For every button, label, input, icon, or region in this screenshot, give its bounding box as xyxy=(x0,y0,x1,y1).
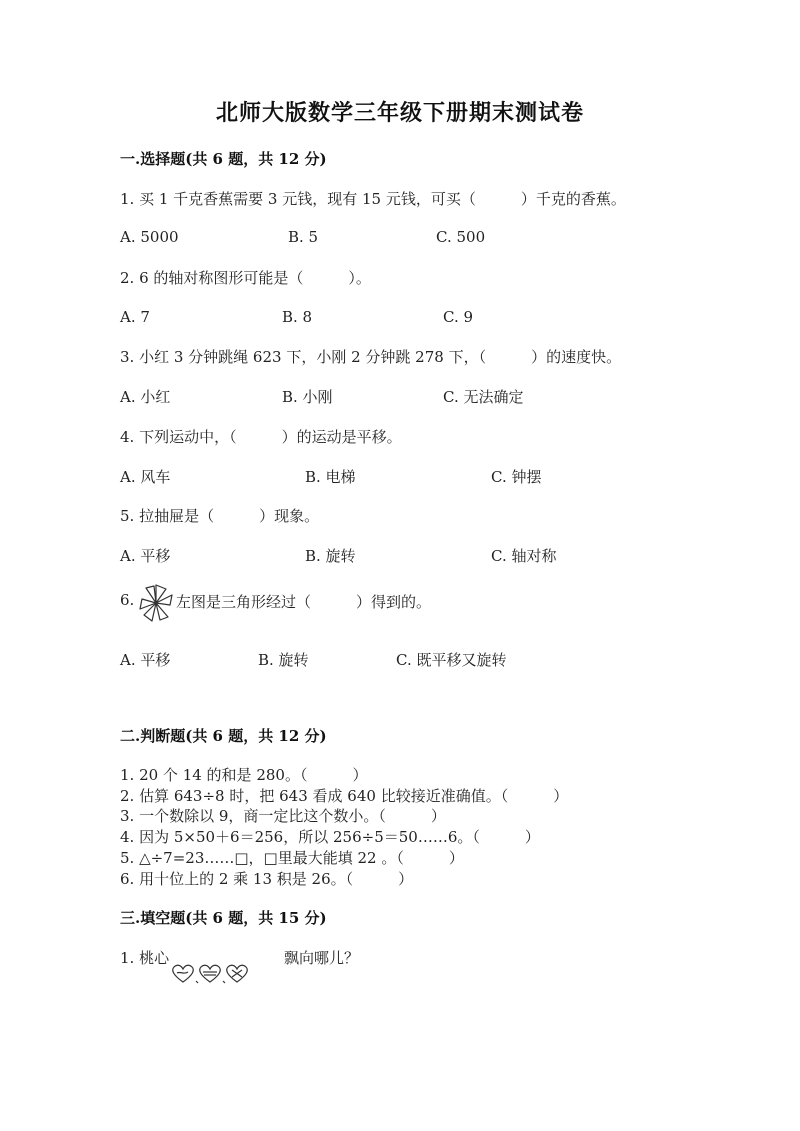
judgement-item: 3. 一个数除以 9，商一定比这个数小。（ ） xyxy=(120,807,446,825)
section-header-judgement: 二.判断题(共 6 题，共 12 分) xyxy=(120,727,327,745)
judgement-item: 1. 20 个 14 的和是 280。（ ） xyxy=(120,766,368,784)
fill-question-prefix: 1. 桃心 xyxy=(120,949,170,967)
option-b: B. 旋转 xyxy=(258,651,309,669)
question-stem: 3. 小红 3 分钟跳绳 623 下，小刚 2 分钟跳 278 下，（ ）的速度快。 xyxy=(120,348,622,366)
judgement-item: 4. 因为 5×50＋6＝256，所以 256÷5＝50……6。（ ） xyxy=(120,828,540,846)
option-b: B. 8 xyxy=(282,308,313,326)
option-a: A. 5000 xyxy=(120,228,179,246)
pinwheel-triangle-figure xyxy=(138,583,174,623)
option-c: C. 9 xyxy=(443,308,474,326)
option-a: A. 平移 xyxy=(120,651,171,669)
section-header-choice: 一.选择题(共 6 题，共 12 分) xyxy=(120,150,327,168)
option-a: A. 风车 xyxy=(120,468,171,486)
option-c: C. 轴对称 xyxy=(491,547,557,565)
page-title: 北师大版数学三年级下册期末测试卷 xyxy=(215,100,584,126)
question-stem: 5. 拉抽屉是（ ）现象。 xyxy=(120,507,320,525)
judgement-item: 6. 用十位上的 2 乘 13 积是 26。（ ） xyxy=(120,870,414,888)
judgement-item: 2. 估算 643÷8 时，把 643 看成 640 比较接近准确值。（ ） xyxy=(120,787,569,805)
question-stem: 1. 买 1 千克香蕉需要 3 元钱，现有 15 元钱，可买（ ）千克的香蕉。 xyxy=(120,190,626,208)
option-b: B. 小刚 xyxy=(282,388,333,406)
option-c: C. 500 xyxy=(436,228,486,246)
question-stem: 左图是三角形经过（ ）得到的。 xyxy=(176,593,432,611)
option-b: B. 5 xyxy=(288,228,319,246)
question-number: 6. xyxy=(120,591,135,609)
fill-question-suffix: 飘向哪儿？ xyxy=(284,949,360,967)
section-header-fill-in: 三.填空题(共 6 题，共 15 分) xyxy=(120,909,327,927)
option-b: B. 旋转 xyxy=(305,547,356,565)
option-c: C. 既平移又旋转 xyxy=(396,651,507,669)
option-c: C. 无法确定 xyxy=(443,388,524,406)
judgement-item: 5. △÷7=23……□，□里最大能填 22 。（ ） xyxy=(120,849,464,867)
option-a: A. 7 xyxy=(120,308,150,326)
option-c: C. 钟摆 xyxy=(491,468,542,486)
option-a: A. 平移 xyxy=(120,547,171,565)
question-stem: 4. 下列运动中，（ ）的运动是平移。 xyxy=(120,428,402,446)
option-a: A. 小红 xyxy=(120,388,171,406)
option-b: B. 电梯 xyxy=(305,468,356,486)
question-stem: 2. 6 的轴对称图形可能是（ ）。 xyxy=(120,269,371,287)
heart-shapes-figure xyxy=(170,962,252,984)
